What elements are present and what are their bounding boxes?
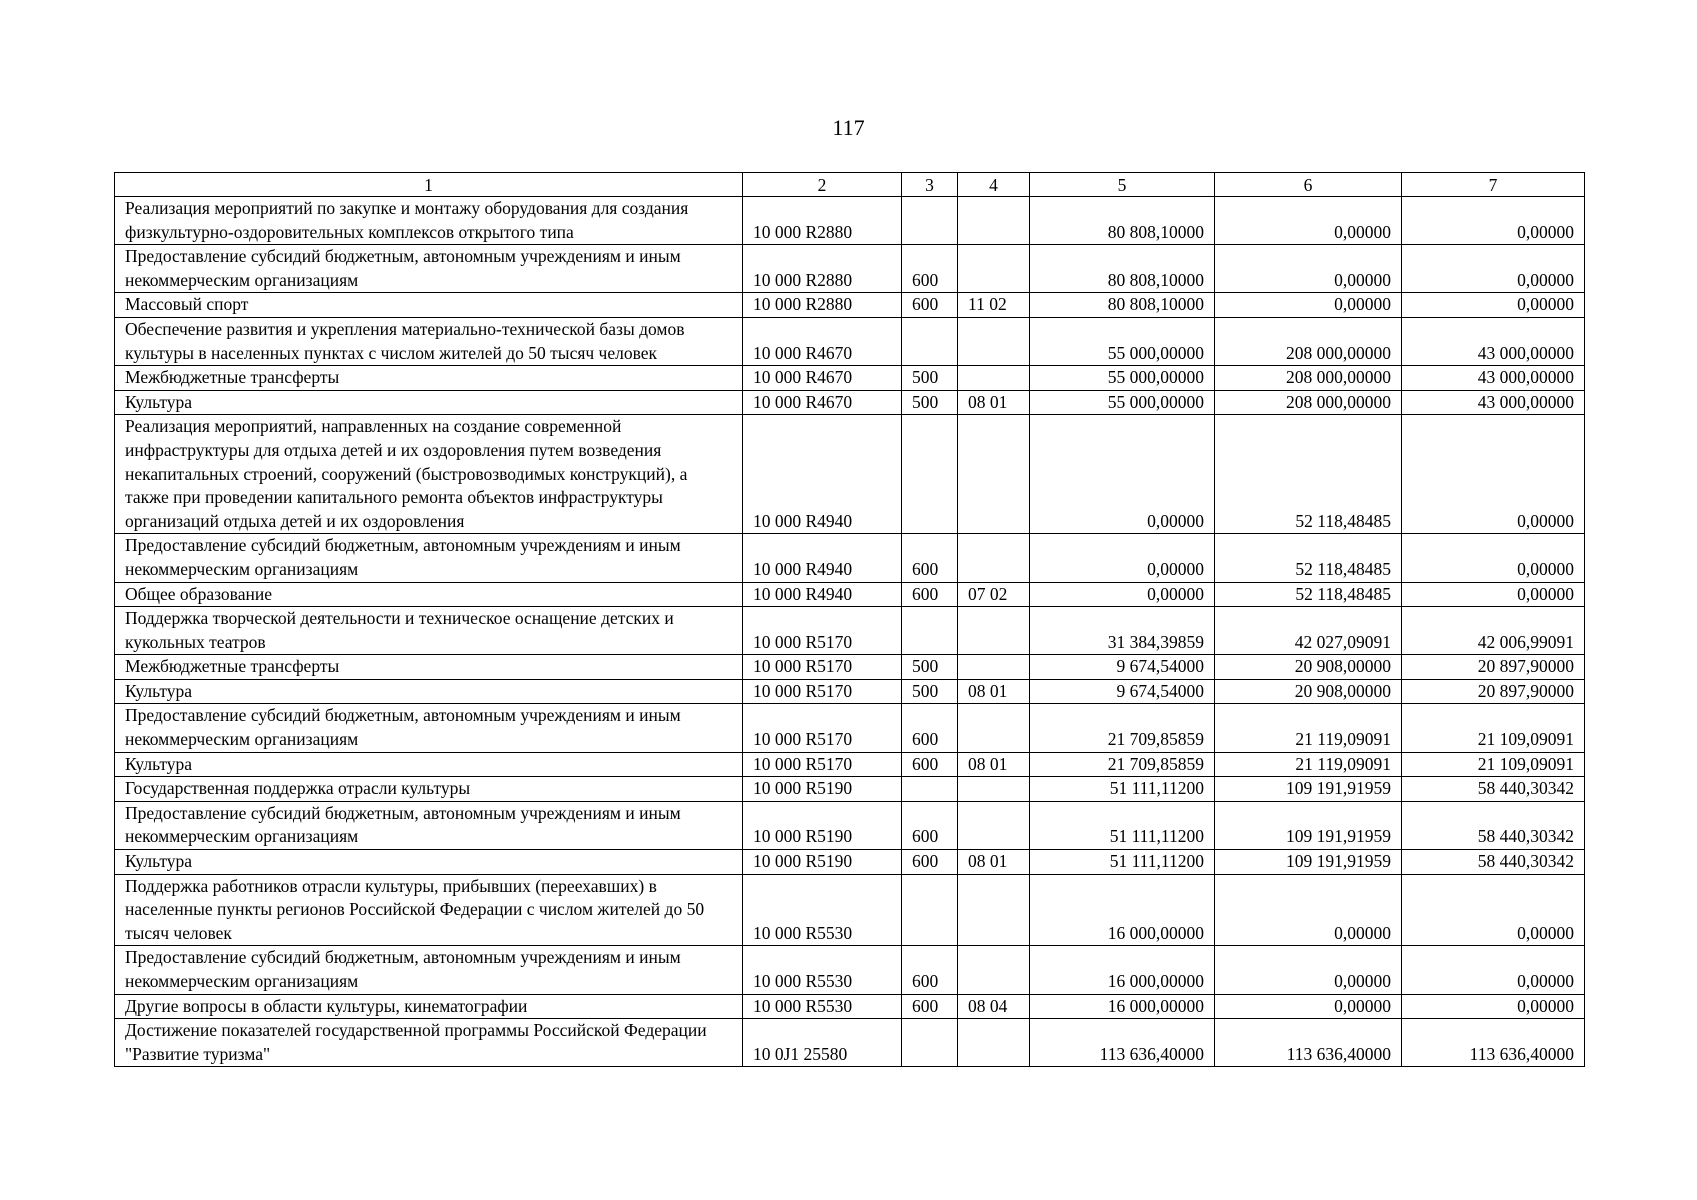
expense-type-code: 600 <box>902 752 958 777</box>
row-description: Обеспечение развития и укрепления материально-технической базы домов культуры в населенных пунктах с числом жителей до 50 тысяч человек <box>115 317 743 365</box>
amount-col-5: 51 111,11200 <box>1030 850 1215 875</box>
amount-col-5: 31 384,39859 <box>1030 607 1215 655</box>
table-row <box>115 655 1585 680</box>
target-article-code: 10 000 R5170 <box>743 607 902 655</box>
row-description: Поддержка работников отрасли культуры, прибывших (переехавших) в населенные пункты регионов Российской Федерации с числом жителей до 50 тысяч человек <box>115 874 743 946</box>
amount-col-5: 9 674,54000 <box>1030 679 1215 704</box>
amount-col-5: 55 000,00000 <box>1030 366 1215 391</box>
expense-type-code: 500 <box>902 390 958 415</box>
row-description: Культура <box>115 850 743 875</box>
target-article-code: 10 000 R2880 <box>743 197 902 245</box>
row-description: Культура <box>115 679 743 704</box>
column-header: 6 <box>1215 173 1402 197</box>
table-row <box>115 582 1585 607</box>
amount-col-7: 58 440,30342 <box>1402 801 1585 849</box>
amount-col-6: 20 908,00000 <box>1215 655 1402 680</box>
amount-col-6: 208 000,00000 <box>1215 390 1402 415</box>
section-code <box>958 534 1030 582</box>
amount-col-7: 58 440,30342 <box>1402 777 1585 802</box>
section-code <box>958 704 1030 752</box>
column-header: 4 <box>958 173 1030 197</box>
row-description: Предоставление субсидий бюджетным, автономным учреждениям и иным некоммерческим организациям <box>115 946 743 994</box>
target-article-code: 10 0J1 25580 <box>743 1019 902 1067</box>
amount-col-6: 0,00000 <box>1215 197 1402 245</box>
target-article-code: 10 000 R2880 <box>743 245 902 293</box>
amount-col-6: 208 000,00000 <box>1215 366 1402 391</box>
budget-table <box>114 172 1585 1067</box>
amount-col-5: 55 000,00000 <box>1030 390 1215 415</box>
section-code: 08 01 <box>958 679 1030 704</box>
row-description: Межбюджетные трансферты <box>115 655 743 680</box>
section-code: 08 01 <box>958 390 1030 415</box>
table-row <box>115 704 1585 752</box>
expense-type-code: 500 <box>902 366 958 391</box>
amount-col-7: 0,00000 <box>1402 582 1585 607</box>
amount-col-6: 0,00000 <box>1215 946 1402 994</box>
amount-col-5: 21 709,85859 <box>1030 704 1215 752</box>
table-row <box>115 317 1585 365</box>
row-description: Культура <box>115 390 743 415</box>
target-article-code: 10 000 R4670 <box>743 366 902 391</box>
amount-col-7: 21 109,09091 <box>1402 752 1585 777</box>
section-code <box>958 607 1030 655</box>
table-row <box>115 293 1585 318</box>
section-code <box>958 801 1030 849</box>
row-description: Предоставление субсидий бюджетным, автономным учреждениям и иным некоммерческим организациям <box>115 245 743 293</box>
amount-col-6: 0,00000 <box>1215 994 1402 1019</box>
target-article-code: 10 000 R2880 <box>743 293 902 318</box>
target-article-code: 10 000 R5170 <box>743 679 902 704</box>
expense-type-code <box>902 317 958 365</box>
table-row <box>115 946 1585 994</box>
section-code: 07 02 <box>958 582 1030 607</box>
amount-col-7: 43 000,00000 <box>1402 390 1585 415</box>
row-description: Массовый спорт <box>115 293 743 318</box>
amount-col-6: 42 027,09091 <box>1215 607 1402 655</box>
row-description: Реализация мероприятий, направленных на создание современной инфраструктуры для отдыха детей и их оздоровления путем возведения некапитальных строений, сооружений (быстровозводимых конструкций), а также при проведении капитального ремонта объектов инфраструктуры организаций отдыха детей и их оздоровления <box>115 415 743 534</box>
table-row <box>115 607 1585 655</box>
row-description: Предоставление субсидий бюджетным, автономным учреждениям и иным некоммерческим организациям <box>115 801 743 849</box>
amount-col-7: 21 109,09091 <box>1402 704 1585 752</box>
amount-col-6: 109 191,91959 <box>1215 850 1402 875</box>
expense-type-code: 600 <box>902 293 958 318</box>
section-code <box>958 946 1030 994</box>
expense-type-code: 600 <box>902 534 958 582</box>
amount-col-7: 0,00000 <box>1402 534 1585 582</box>
expense-type-code: 600 <box>902 245 958 293</box>
target-article-code: 10 000 R4670 <box>743 390 902 415</box>
expense-type-code <box>902 874 958 946</box>
amount-col-7: 58 440,30342 <box>1402 850 1585 875</box>
amount-col-7: 0,00000 <box>1402 994 1585 1019</box>
page-number: 117 <box>832 115 865 140</box>
expense-type-code <box>902 777 958 802</box>
amount-col-6: 0,00000 <box>1215 245 1402 293</box>
section-code <box>958 197 1030 245</box>
target-article-code: 10 000 R5190 <box>743 801 902 849</box>
table-row <box>115 245 1585 293</box>
expense-type-code: 600 <box>902 850 958 875</box>
column-header: 1 <box>115 173 743 197</box>
table-row <box>115 415 1585 534</box>
row-description: Другие вопросы в области культуры, кинематографии <box>115 994 743 1019</box>
section-code <box>958 366 1030 391</box>
amount-col-7: 113 636,40000 <box>1402 1019 1585 1067</box>
amount-col-7: 43 000,00000 <box>1402 317 1585 365</box>
row-description: Межбюджетные трансферты <box>115 366 743 391</box>
section-code <box>958 415 1030 534</box>
expense-type-code: 500 <box>902 655 958 680</box>
amount-col-7: 20 897,90000 <box>1402 679 1585 704</box>
column-header: 5 <box>1030 173 1215 197</box>
amount-col-6: 0,00000 <box>1215 293 1402 318</box>
amount-col-6: 0,00000 <box>1215 874 1402 946</box>
table-row <box>115 1019 1585 1067</box>
table-row <box>115 679 1585 704</box>
table-header <box>115 173 1585 197</box>
table-row <box>115 777 1585 802</box>
amount-col-5: 16 000,00000 <box>1030 994 1215 1019</box>
expense-type-code: 500 <box>902 679 958 704</box>
row-description: Поддержка творческой деятельности и техническое оснащение детских и кукольных театров <box>115 607 743 655</box>
target-article-code: 10 000 R5190 <box>743 777 902 802</box>
section-code <box>958 874 1030 946</box>
table-row <box>115 752 1585 777</box>
amount-col-6: 52 118,48485 <box>1215 534 1402 582</box>
expense-type-code: 600 <box>902 994 958 1019</box>
target-article-code: 10 000 R4670 <box>743 317 902 365</box>
amount-col-6: 208 000,00000 <box>1215 317 1402 365</box>
amount-col-5: 51 111,11200 <box>1030 777 1215 802</box>
amount-col-5: 21 709,85859 <box>1030 752 1215 777</box>
amount-col-6: 21 119,09091 <box>1215 704 1402 752</box>
amount-col-5: 113 636,40000 <box>1030 1019 1215 1067</box>
expense-type-code: 600 <box>902 801 958 849</box>
amount-col-6: 52 118,48485 <box>1215 582 1402 607</box>
amount-col-6: 113 636,40000 <box>1215 1019 1402 1067</box>
expense-type-code <box>902 197 958 245</box>
table-row <box>115 850 1585 875</box>
amount-col-7: 0,00000 <box>1402 415 1585 534</box>
target-article-code: 10 000 R5530 <box>743 874 902 946</box>
amount-col-7: 0,00000 <box>1402 197 1585 245</box>
expense-type-code: 600 <box>902 704 958 752</box>
header-row <box>115 173 1585 197</box>
section-code <box>958 317 1030 365</box>
target-article-code: 10 000 R4940 <box>743 415 902 534</box>
column-header: 3 <box>902 173 958 197</box>
amount-col-6: 21 119,09091 <box>1215 752 1402 777</box>
target-article-code: 10 000 R5170 <box>743 752 902 777</box>
target-article-code: 10 000 R5170 <box>743 704 902 752</box>
amount-col-6: 20 908,00000 <box>1215 679 1402 704</box>
section-code: 11 02 <box>958 293 1030 318</box>
amount-col-5: 9 674,54000 <box>1030 655 1215 680</box>
target-article-code: 10 000 R5530 <box>743 946 902 994</box>
target-article-code: 10 000 R5190 <box>743 850 902 875</box>
section-code: 08 04 <box>958 994 1030 1019</box>
row-description: Реализация мероприятий по закупке и монтажу оборудования для создания физкультурно-оздоровительных комплексов открытого типа <box>115 197 743 245</box>
target-article-code: 10 000 R5530 <box>743 994 902 1019</box>
row-description: Достижение показателей государственной программы Российской Федерации "Развитие туризма" <box>115 1019 743 1067</box>
amount-col-7: 0,00000 <box>1402 293 1585 318</box>
amount-col-7: 20 897,90000 <box>1402 655 1585 680</box>
row-description: Предоставление субсидий бюджетным, автономным учреждениям и иным некоммерческим организациям <box>115 704 743 752</box>
amount-col-6: 52 118,48485 <box>1215 415 1402 534</box>
section-code <box>958 655 1030 680</box>
amount-col-6: 109 191,91959 <box>1215 801 1402 849</box>
table-row <box>115 994 1585 1019</box>
expense-type-code: 600 <box>902 946 958 994</box>
section-code: 08 01 <box>958 752 1030 777</box>
target-article-code: 10 000 R4940 <box>743 534 902 582</box>
table-row <box>115 801 1585 849</box>
amount-col-5: 80 808,10000 <box>1030 245 1215 293</box>
target-article-code: 10 000 R4940 <box>743 582 902 607</box>
amount-col-5: 0,00000 <box>1030 582 1215 607</box>
amount-col-5: 51 111,11200 <box>1030 801 1215 849</box>
row-description: Государственная поддержка отрасли культуры <box>115 777 743 802</box>
expense-type-code <box>902 607 958 655</box>
amount-col-7: 0,00000 <box>1402 874 1585 946</box>
row-description: Общее образование <box>115 582 743 607</box>
section-code <box>958 1019 1030 1067</box>
table-row <box>115 534 1585 582</box>
amount-col-7: 42 006,99091 <box>1402 607 1585 655</box>
table-row <box>115 390 1585 415</box>
target-article-code: 10 000 R5170 <box>743 655 902 680</box>
table-row <box>115 874 1585 946</box>
amount-col-6: 109 191,91959 <box>1215 777 1402 802</box>
amount-col-5: 80 808,10000 <box>1030 293 1215 318</box>
amount-col-5: 16 000,00000 <box>1030 946 1215 994</box>
expense-type-code <box>902 415 958 534</box>
amount-col-7: 0,00000 <box>1402 946 1585 994</box>
row-description: Культура <box>115 752 743 777</box>
section-code <box>958 245 1030 293</box>
expense-type-code: 600 <box>902 582 958 607</box>
table-body <box>115 197 1585 1067</box>
expense-type-code <box>902 1019 958 1067</box>
amount-col-7: 43 000,00000 <box>1402 366 1585 391</box>
amount-col-5: 80 808,10000 <box>1030 197 1215 245</box>
column-header: 2 <box>743 173 902 197</box>
table-row <box>115 366 1585 391</box>
amount-col-7: 0,00000 <box>1402 245 1585 293</box>
section-code <box>958 777 1030 802</box>
column-header: 7 <box>1402 173 1585 197</box>
table-row <box>115 197 1585 245</box>
amount-col-5: 55 000,00000 <box>1030 317 1215 365</box>
section-code: 08 01 <box>958 850 1030 875</box>
amount-col-5: 0,00000 <box>1030 415 1215 534</box>
amount-col-5: 16 000,00000 <box>1030 874 1215 946</box>
row-description: Предоставление субсидий бюджетным, автономным учреждениям и иным некоммерческим организациям <box>115 534 743 582</box>
amount-col-5: 0,00000 <box>1030 534 1215 582</box>
